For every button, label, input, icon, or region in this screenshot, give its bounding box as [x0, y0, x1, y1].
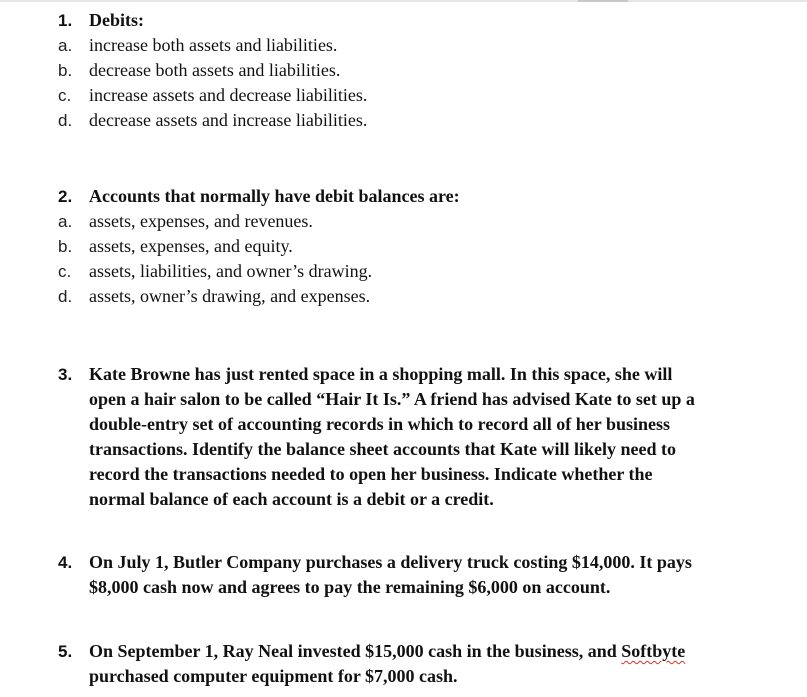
question-4-line-1	[0, 550, 807, 575]
question-text-segment: On September 1, Ray Neal invested $15,000 cash in the business, and	[89, 641, 622, 661]
question-5	[0, 639, 807, 689]
question-text-line: purchased computer equipment for $7,000 cash.	[89, 666, 458, 686]
option-b	[0, 234, 807, 259]
question-5-line-1	[0, 639, 807, 664]
question-number: 3.	[58, 365, 73, 384]
option-letter: c.	[58, 262, 72, 281]
question-text-line: On July 1, Butler Company purchases a delivery truck costing $14,000. It pays	[89, 552, 692, 572]
top-border	[0, 0, 807, 2]
question-text-line	[89, 639, 685, 664]
option-letter: a.	[58, 212, 73, 231]
question-number: 2.	[58, 187, 73, 206]
question-3-line-6	[0, 487, 807, 512]
question-1-header	[0, 8, 807, 33]
option-letter: b.	[58, 237, 73, 256]
question-3-line-3	[0, 412, 807, 437]
question-text-line: $8,000 cash now and agrees to pay the remaining $6,000 on account.	[89, 577, 611, 597]
option-text: decrease assets and increase liabilities.	[89, 110, 368, 130]
question-number: 5.	[58, 642, 73, 661]
question-3-line-5	[0, 462, 807, 487]
option-a	[0, 33, 807, 58]
question-2-header	[0, 184, 807, 209]
question-3-line-4	[0, 437, 807, 462]
option-letter: d.	[58, 111, 73, 130]
question-text-line: record the transactions needed to open her business. Indicate whether the	[89, 464, 653, 484]
question-number: 4.	[58, 553, 73, 572]
question-text-line: transactions. Identify the balance sheet accounts that Kate will likely need to	[89, 439, 676, 459]
question-3	[0, 362, 807, 512]
option-d	[0, 108, 807, 133]
option-letter: d.	[58, 287, 73, 306]
option-letter: b.	[58, 61, 73, 80]
question-4-line-2	[0, 575, 807, 600]
option-text: increase both assets and liabilities.	[89, 35, 338, 55]
option-b	[0, 58, 807, 83]
spellcheck-flagged-word[interactable]: Softbyte	[621, 641, 686, 661]
option-c	[0, 83, 807, 108]
question-2	[0, 184, 807, 309]
question-number: 1.	[58, 11, 73, 30]
option-text: assets, expenses, and revenues.	[89, 211, 313, 231]
question-text-line: Kate Browne has just rented space in a shopping mall. In this space, she will	[89, 364, 673, 384]
question-text-line: double-entry set of accounting records in which to record all of her business	[89, 414, 670, 434]
question-text-line: normal balance of each account is a debit or a credit.	[89, 489, 494, 509]
question-1	[0, 8, 807, 133]
option-text: assets, owner’s drawing, and expenses.	[89, 286, 371, 306]
option-a	[0, 209, 807, 234]
question-3-line-2	[0, 387, 807, 412]
question-4	[0, 550, 807, 600]
option-text: increase assets and decrease liabilities.	[89, 85, 368, 105]
option-text: assets, expenses, and equity.	[89, 236, 293, 256]
question-5-line-2	[0, 664, 807, 689]
option-text: assets, liabilities, and owner’s drawing.	[89, 261, 373, 281]
option-text: decrease both assets and liabilities.	[89, 60, 341, 80]
option-c	[0, 259, 807, 284]
top-border-mark	[578, 0, 628, 2]
option-letter: a.	[58, 36, 73, 55]
question-prompt: Accounts that normally have debit balances are:	[89, 186, 460, 206]
question-3-line-1	[0, 362, 807, 387]
question-text-line: open a hair salon to be called “Hair It Is.” A friend has advised Kate to set up a	[89, 389, 695, 409]
option-d	[0, 284, 807, 309]
question-prompt: Debits:	[89, 10, 144, 30]
option-letter: c.	[58, 86, 72, 105]
